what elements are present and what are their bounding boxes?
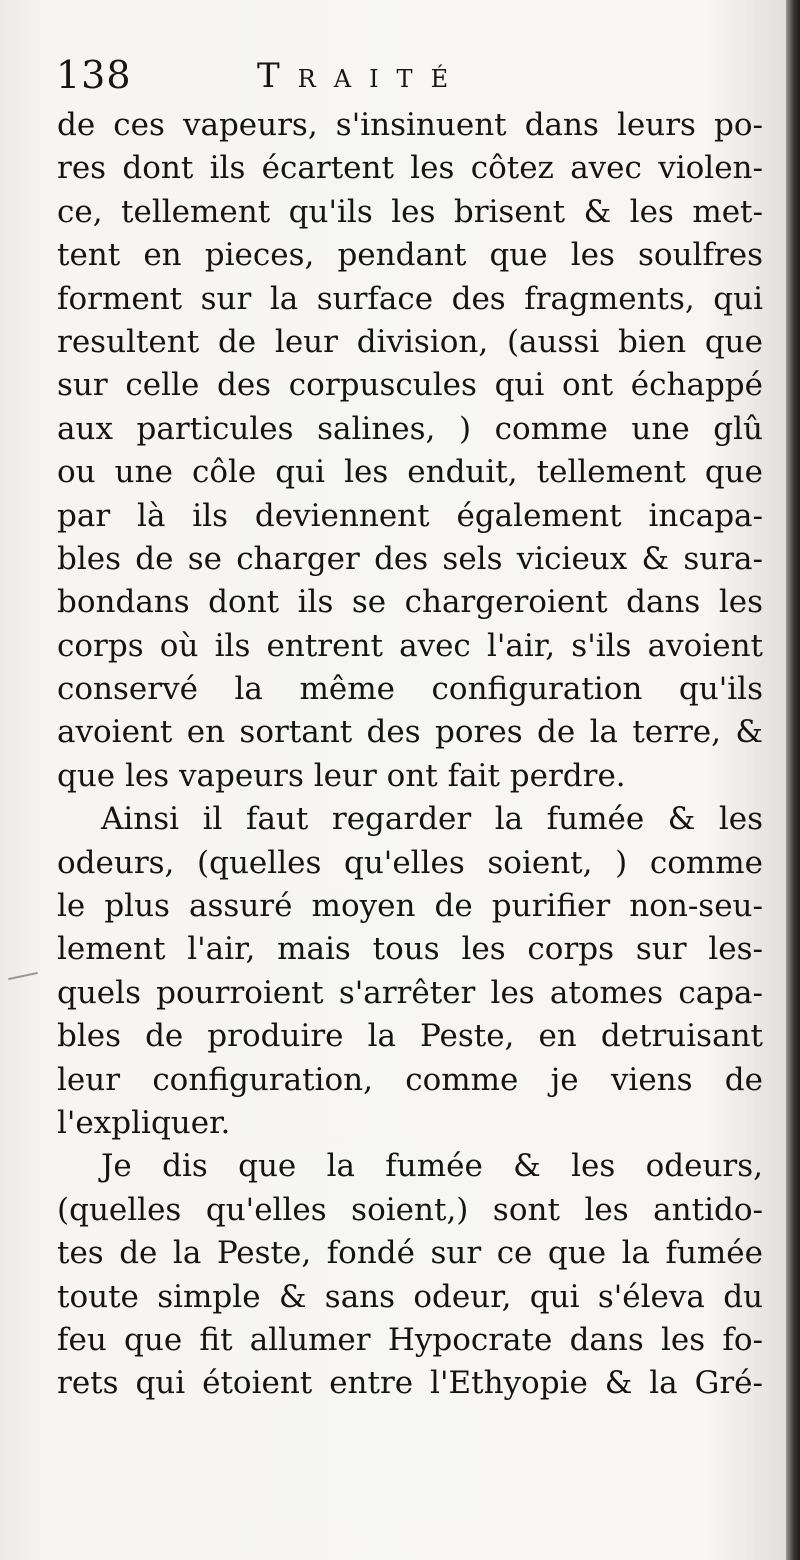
paragraph-start-line: Je dis que la fumée & les odeurs, xyxy=(101,1148,763,1185)
margin-mark xyxy=(8,972,38,980)
text-line: tent en pieces, pendant que les soulfres xyxy=(57,237,763,274)
text-line: corps où ils entrent avec l'air, s'ils avoient xyxy=(57,627,763,664)
text-line: ou une côle qui les enduit, tellement que xyxy=(57,454,763,491)
paragraph-start-line: Ainsi il faut regarder la fumée & les xyxy=(101,801,763,838)
text-line: leur configuration, comme je viens de xyxy=(57,1061,763,1098)
text-line: que les vapeurs leur ont fait perdre. xyxy=(57,757,626,794)
text-line: sur celle des corpuscules qui ont échappé xyxy=(57,367,763,404)
text-line: bondans dont ils se chargeroient dans les xyxy=(57,584,763,621)
text-line: rets qui étoient entre l'Ethyopie & la Gré- xyxy=(57,1365,763,1402)
text-line: aux particules salines, ) comme une glû xyxy=(57,410,763,447)
running-head: Traité xyxy=(257,56,467,96)
text-line: avoient en sortant des pores de la terre, & xyxy=(57,714,763,751)
text-line: feu que fit allumer Hypocrate dans les fo- xyxy=(57,1321,763,1358)
text-line: par là ils deviennent également incapa- xyxy=(57,497,763,534)
text-line: res dont ils écartent les côtez avec violen- xyxy=(57,150,763,187)
page-number: 138 xyxy=(56,53,132,97)
text-line: l'expliquer. xyxy=(57,1104,231,1141)
text-line: tes de la Peste, fondé sur ce que la fumée xyxy=(57,1235,763,1272)
text-line: (quelles qu'elles soient,) sont les antido- xyxy=(57,1191,763,1228)
text-line: resultent de leur division, (aussi bien que xyxy=(57,323,763,360)
text-line: bles de produire la Peste, en detruisant xyxy=(57,1018,763,1055)
book-spine-edge xyxy=(786,0,800,1560)
text-line: conservé la même configuration qu'ils xyxy=(57,671,763,708)
text-line: le plus assuré moyen de purifier non-seu- xyxy=(57,888,763,925)
text-line: ce, tellement qu'ils les brisent & les met- xyxy=(57,193,763,230)
page-header xyxy=(52,50,752,100)
text-line: de ces vapeurs, s'insinuent dans leurs po- xyxy=(57,107,763,143)
text-line: bles de se charger des sels vicieux & sura- xyxy=(57,540,763,577)
body-text xyxy=(57,104,763,1406)
text-line: toute simple & sans odeur, qui s'éleva du xyxy=(57,1278,763,1315)
text-line: forment sur la surface des fragments, qui xyxy=(57,280,763,317)
text-line: lement l'air, mais tous les corps sur les- xyxy=(57,931,763,968)
text-line: odeurs, (quelles qu'elles soient, ) comme xyxy=(57,844,763,881)
text-line: quels pourroient s'arrêter les atomes capa- xyxy=(57,974,763,1011)
